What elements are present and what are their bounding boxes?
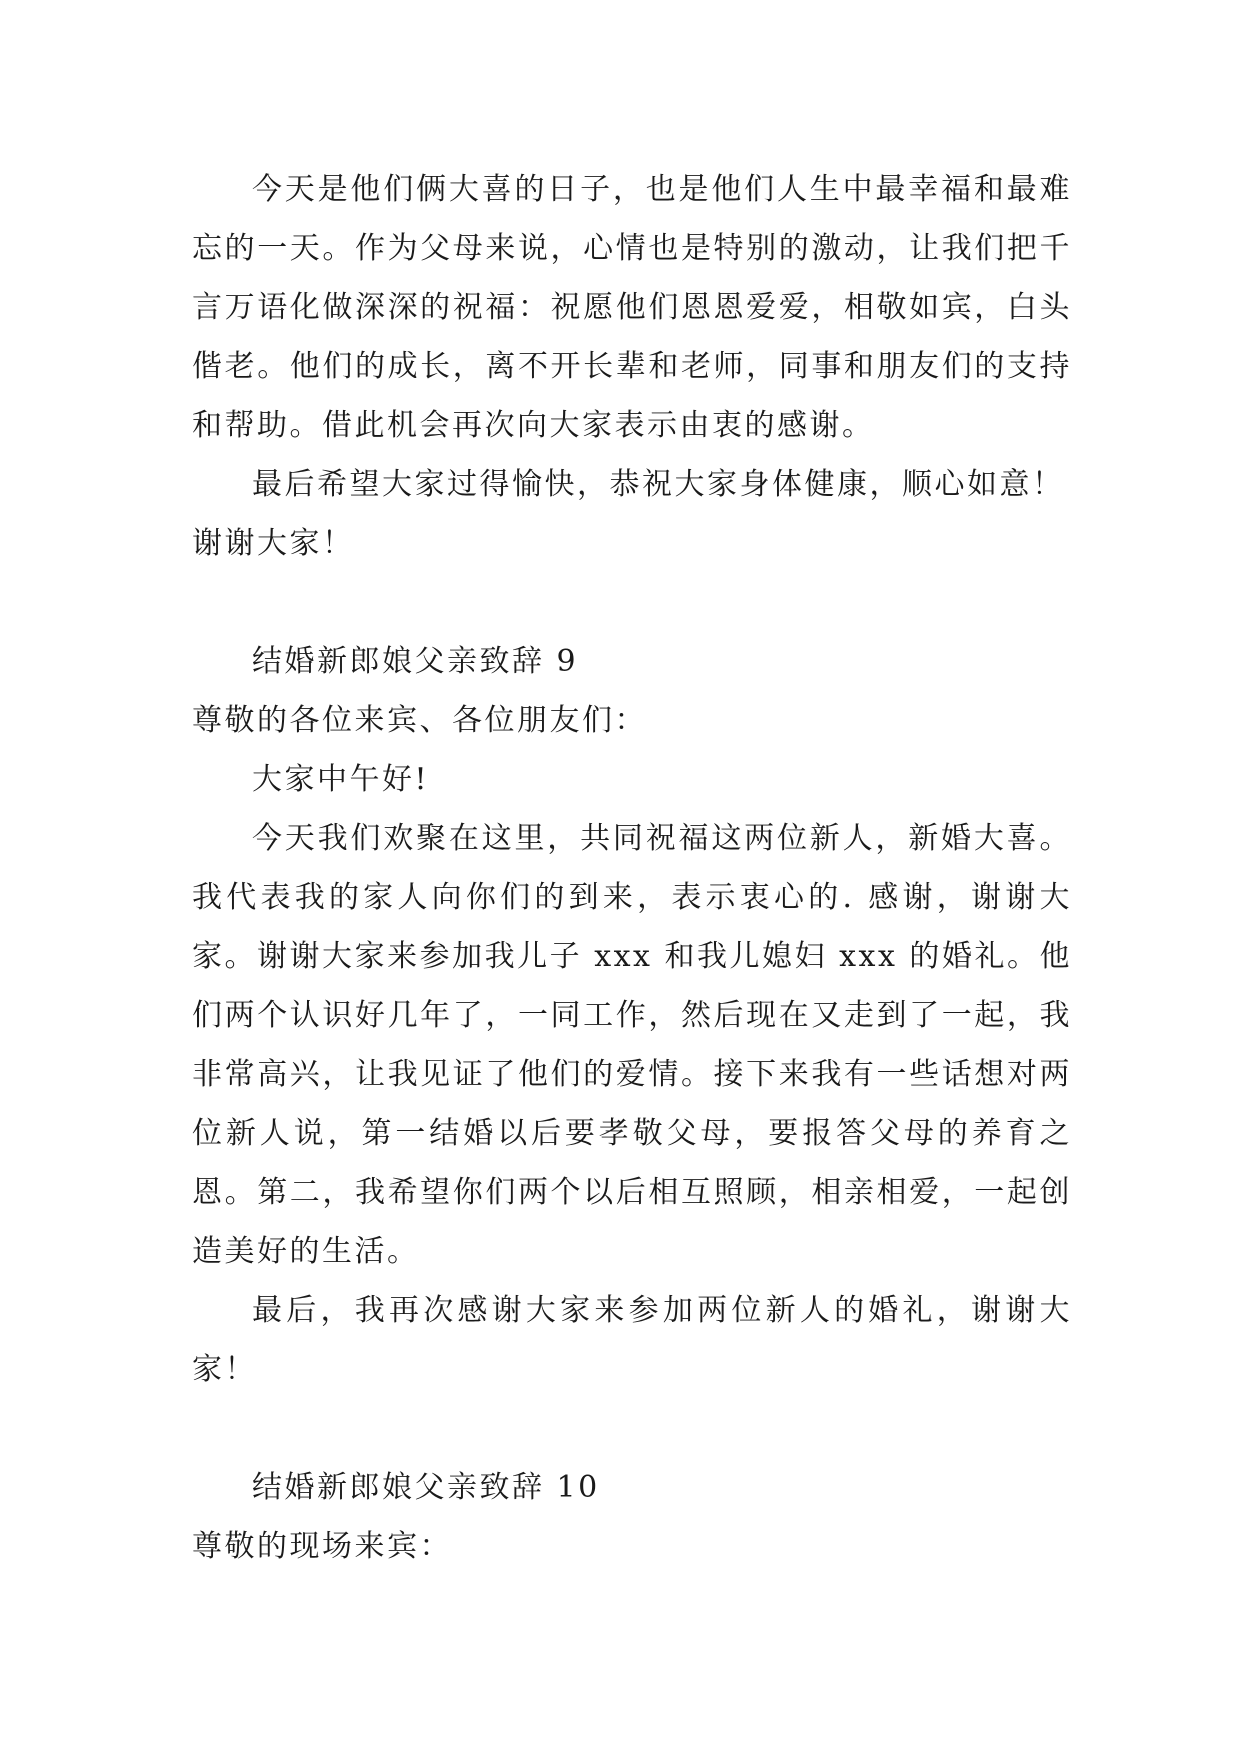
section-9-greeting: 大家中午好! [252, 762, 430, 797]
section-9-title: 结婚新郎娘父亲致辞 9 [252, 644, 579, 679]
section-10-salutation: 尊敬的现场来宾： [192, 1529, 452, 1564]
section-gap [192, 1399, 1072, 1458]
document-body [192, 160, 1072, 1576]
section-9-paragraph-2: 最后，我再次感谢大家来参加两位新人的婚礼，谢谢大家！ [192, 1293, 1072, 1387]
section-10-title: 结婚新郎娘父亲致辞 10 [252, 1470, 600, 1505]
section-9-paragraph-1: 今天我们欢聚在这里，共同祝福这两位新人，新婚大喜。我代表我的家人向你们的到来，表示衷心的. 感谢，谢谢大家。谢谢大家来参加我儿子 xxx 和我儿媳妇 xxx 的婚礼。他们两个认识好几年了，一同工作，然后现在又走到了一起，我非常高兴，让我见证了他们的爱情。接下来我有一些话想对两位新人说，第一结婚以后要孝敬父母，要报答父母的养育之恩。第二，我希望你们两个以后相互照顾，相亲相爱，一起创造美好的生活。 [192, 821, 1072, 1269]
intro-paragraph-2: 最后希望大家过得愉快，恭祝大家身体健康，顺心如意！ [252, 467, 1065, 502]
intro-paragraph-1: 今天是他们俩大喜的日子，也是他们人生中最幸福和最难忘的一天。作为父母来说，心情也是特别的激动，让我们把千言万语化做深深的祝福：祝愿他们恩恩爱爱，相敬如宾，白头偕老。他们的成长，离不开长辈和老师，同事和朋友们的支持和帮助。借此机会再次向大家表示由衷的感谢。 [192, 172, 1072, 443]
intro-paragraph-3: 谢谢大家！ [192, 526, 355, 561]
section-9-salutation: 尊敬的各位来宾、各位朋友们： [192, 703, 647, 738]
section-gap [192, 573, 1072, 632]
